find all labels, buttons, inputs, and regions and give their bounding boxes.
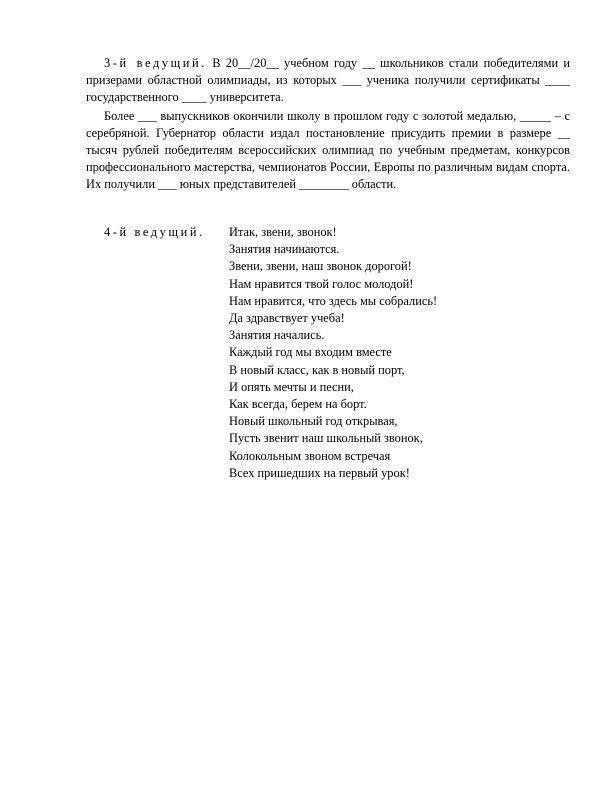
poem-line: Нам нравится твой голос молодой! [229, 276, 414, 291]
poem-line: Итак, звени, звонок! [229, 225, 337, 239]
poem-line: Занятия начались. [229, 328, 325, 343]
paragraph-host-3 [86, 55, 570, 106]
poem-line: В новый класс, как в новый порт, [229, 362, 405, 377]
poem-line: Пусть звенит наш школьный звонок, [229, 431, 423, 446]
poem-line: Занятия начинаются. [229, 242, 340, 257]
poem-line: Да здравствует учеба! [229, 311, 345, 326]
poem-block [229, 224, 569, 482]
poem-line: И опять мечты и песни, [229, 379, 354, 394]
poem-line: Всех пришедших на первый урок! [229, 465, 410, 480]
poem-line: Звени, звени, наш звонок дорогой! [229, 259, 412, 274]
poem-line: Новый школьный год открывая, [229, 414, 398, 429]
paragraph-graduates-text: Более ___ выпускников окончили школу в прошлом году с золотой медалью, _____ – с серебряной. Губернатор области издал постановление присудить премии в размере __ тысяч рублей победителям всероссийских олимпиад по учебным предметам, конкурсов профессионального мастерства, чемпионатов России, Европы по различным видам спорта. Их получили ___ юных представителей ________ области. [86, 109, 570, 191]
speaker-label-host-4: 4-й ведущий. [104, 225, 205, 239]
poem-line: Каждый год мы входим вместе [229, 345, 392, 360]
poem-line: Колокольным звоном встречая [229, 448, 391, 463]
paragraph-graduates [86, 108, 570, 193]
speaker-label-host-3: 3-й ведущий. [104, 56, 207, 70]
poem-line: Нам нравится, что здесь мы собрались! [229, 293, 438, 308]
paragraph-host-3-text: В 20__/20__ учебном году __ школьников стали победителями и призерами областной олимпиады, из которых ___ ученика получили сертификаты ____ государственного ____ университета. [86, 56, 570, 104]
poem-line: Как всегда, берем на борт. [229, 397, 367, 412]
